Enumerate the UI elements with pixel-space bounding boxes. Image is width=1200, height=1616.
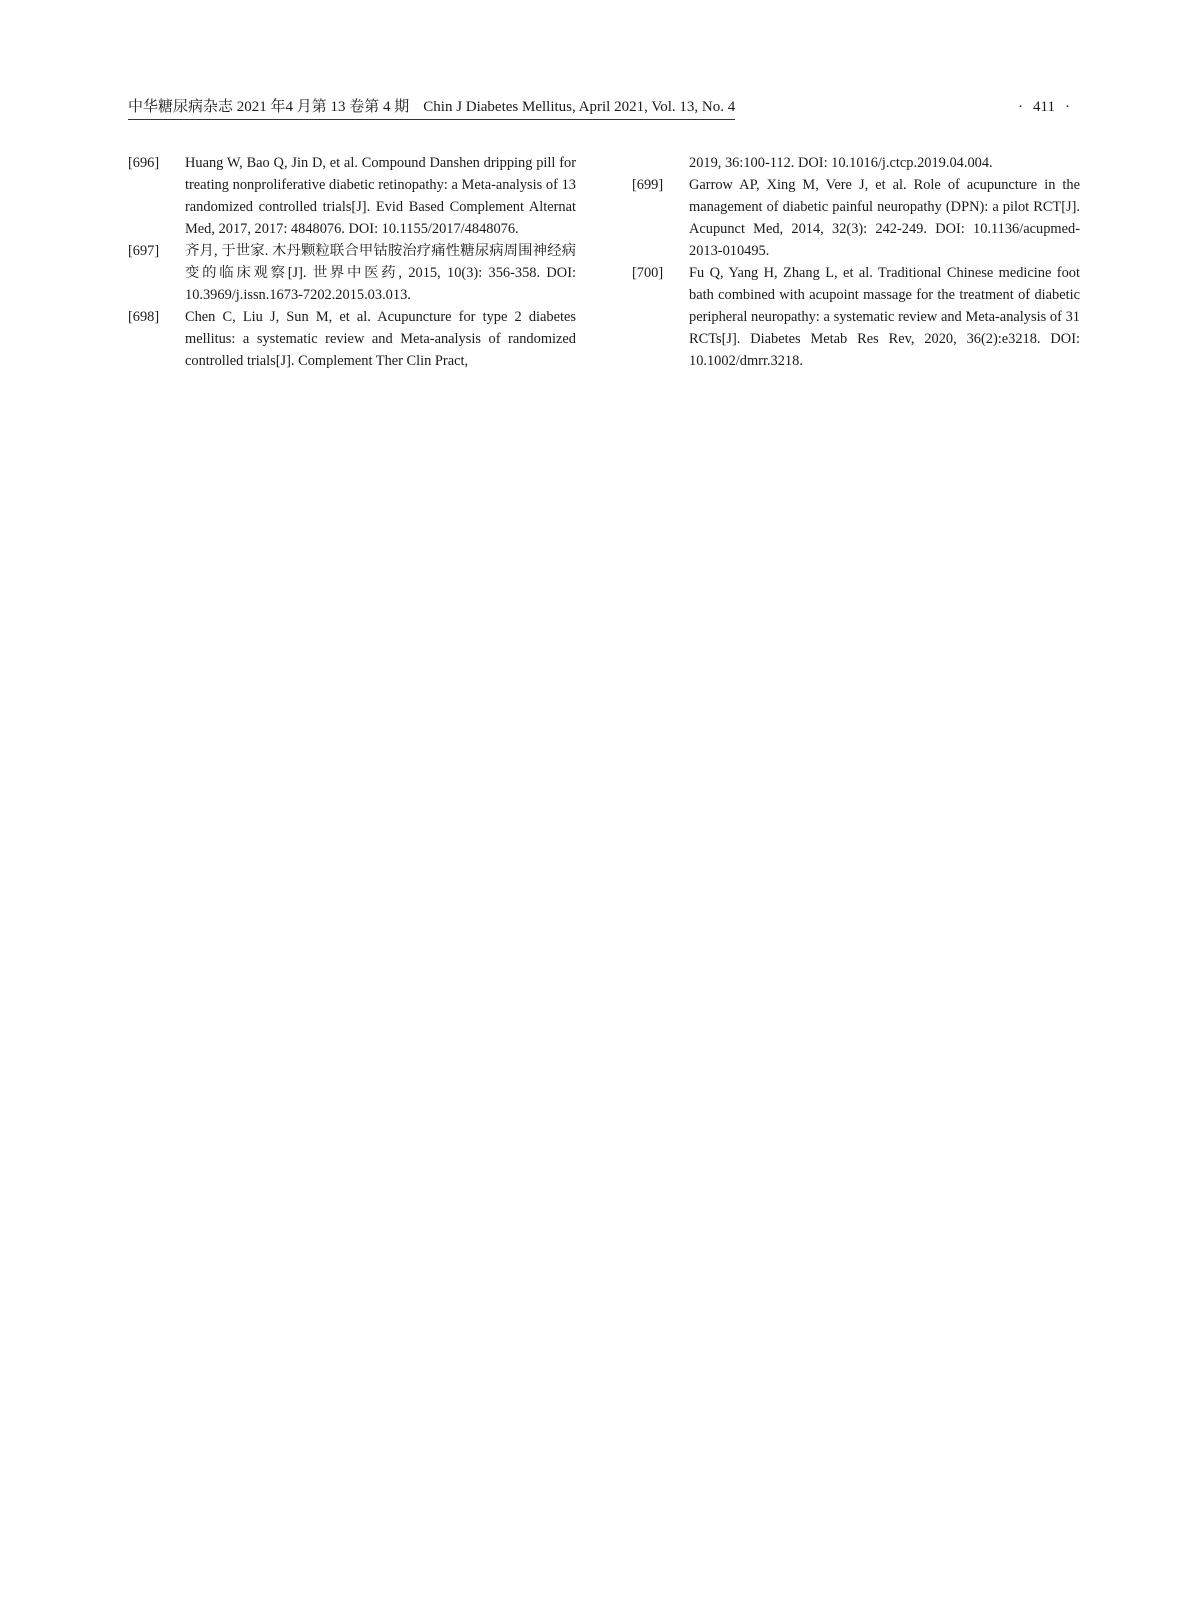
- right-column-references: [632, 152, 1080, 372]
- reference-entry: [632, 262, 1080, 372]
- reference-continuation: 2019, 36:100-112. DOI: 10.1016/j.ctcp.2019.04.004.: [689, 155, 993, 171]
- journal-citation-line: [128, 96, 735, 120]
- reference-entry: [128, 152, 576, 240]
- reference-number: [699]: [632, 177, 664, 193]
- reference-text: Chen C, Liu J, Sun M, et al. Acupuncture for type 2 diabetes mellitus: a systematic review and Meta-analysis of randomized controlled trials[J]. Complement Ther Clin Pract,: [185, 309, 576, 369]
- reference-entry: [128, 240, 576, 306]
- reference-text: Garrow AP, Xing M, Vere J, et al. Role of acupuncture in the management of diabetic painful neuropathy (DPN): a pilot RCT[J]. Acupunct Med, 2014, 32(3): 242-249. DOI: 10.1136/acupmed-2013-010495.: [689, 177, 1080, 259]
- page-dot-left: ·: [1018, 99, 1024, 115]
- journal-title-cn: 中华糖尿病杂志 2021 年4 月第 13 卷第 4 期: [128, 99, 410, 115]
- page-number: 411: [1033, 99, 1055, 115]
- reference-text: Fu Q, Yang H, Zhang L, et al. Traditional Chinese medicine foot bath combined with acupoint massage for the treatment of diabetic peripheral neuropathy: a systematic review and Meta-analysis of 31 RCTs[J]. Diabetes Metab Res Rev, 2020, 36(2):e3218. DOI: 10.1002/dmrr.3218.: [689, 265, 1080, 369]
- reference-number: [696]: [128, 155, 160, 171]
- reference-entry: [128, 306, 576, 372]
- reference-text: Huang W, Bao Q, Jin D, et al. Compound Danshen dripping pill for treating nonproliferative diabetic retinopathy: a Meta-analysis of 13 randomized controlled trials[J]. Evid Based Complement Alternat Med, 2017, 2017: 4848076. DOI: 10.1155/2017/4848076.: [185, 155, 576, 237]
- page-dot-right: ·: [1065, 99, 1070, 115]
- page-number-block: [1008, 96, 1080, 118]
- reference-number: [697]: [128, 243, 160, 259]
- reference-entry: [632, 174, 1080, 262]
- reference-number: [700]: [632, 265, 664, 281]
- running-header: [128, 96, 1080, 118]
- reference-number: [698]: [128, 309, 160, 325]
- left-column-references: [128, 152, 576, 372]
- reference-text: 齐月, 于世家. 木丹颗粒联合甲钴胺治疗痛性糖尿病周围神经病变的临床观察[J]. 世界中医药, 2015, 10(3): 356-358. DOI: 10.3969/j.issn.1673-7202.2015.03.013.: [185, 243, 576, 303]
- journal-title-en: Chin J Diabetes Mellitus, April 2021, Vol. 13, No. 4: [423, 99, 736, 115]
